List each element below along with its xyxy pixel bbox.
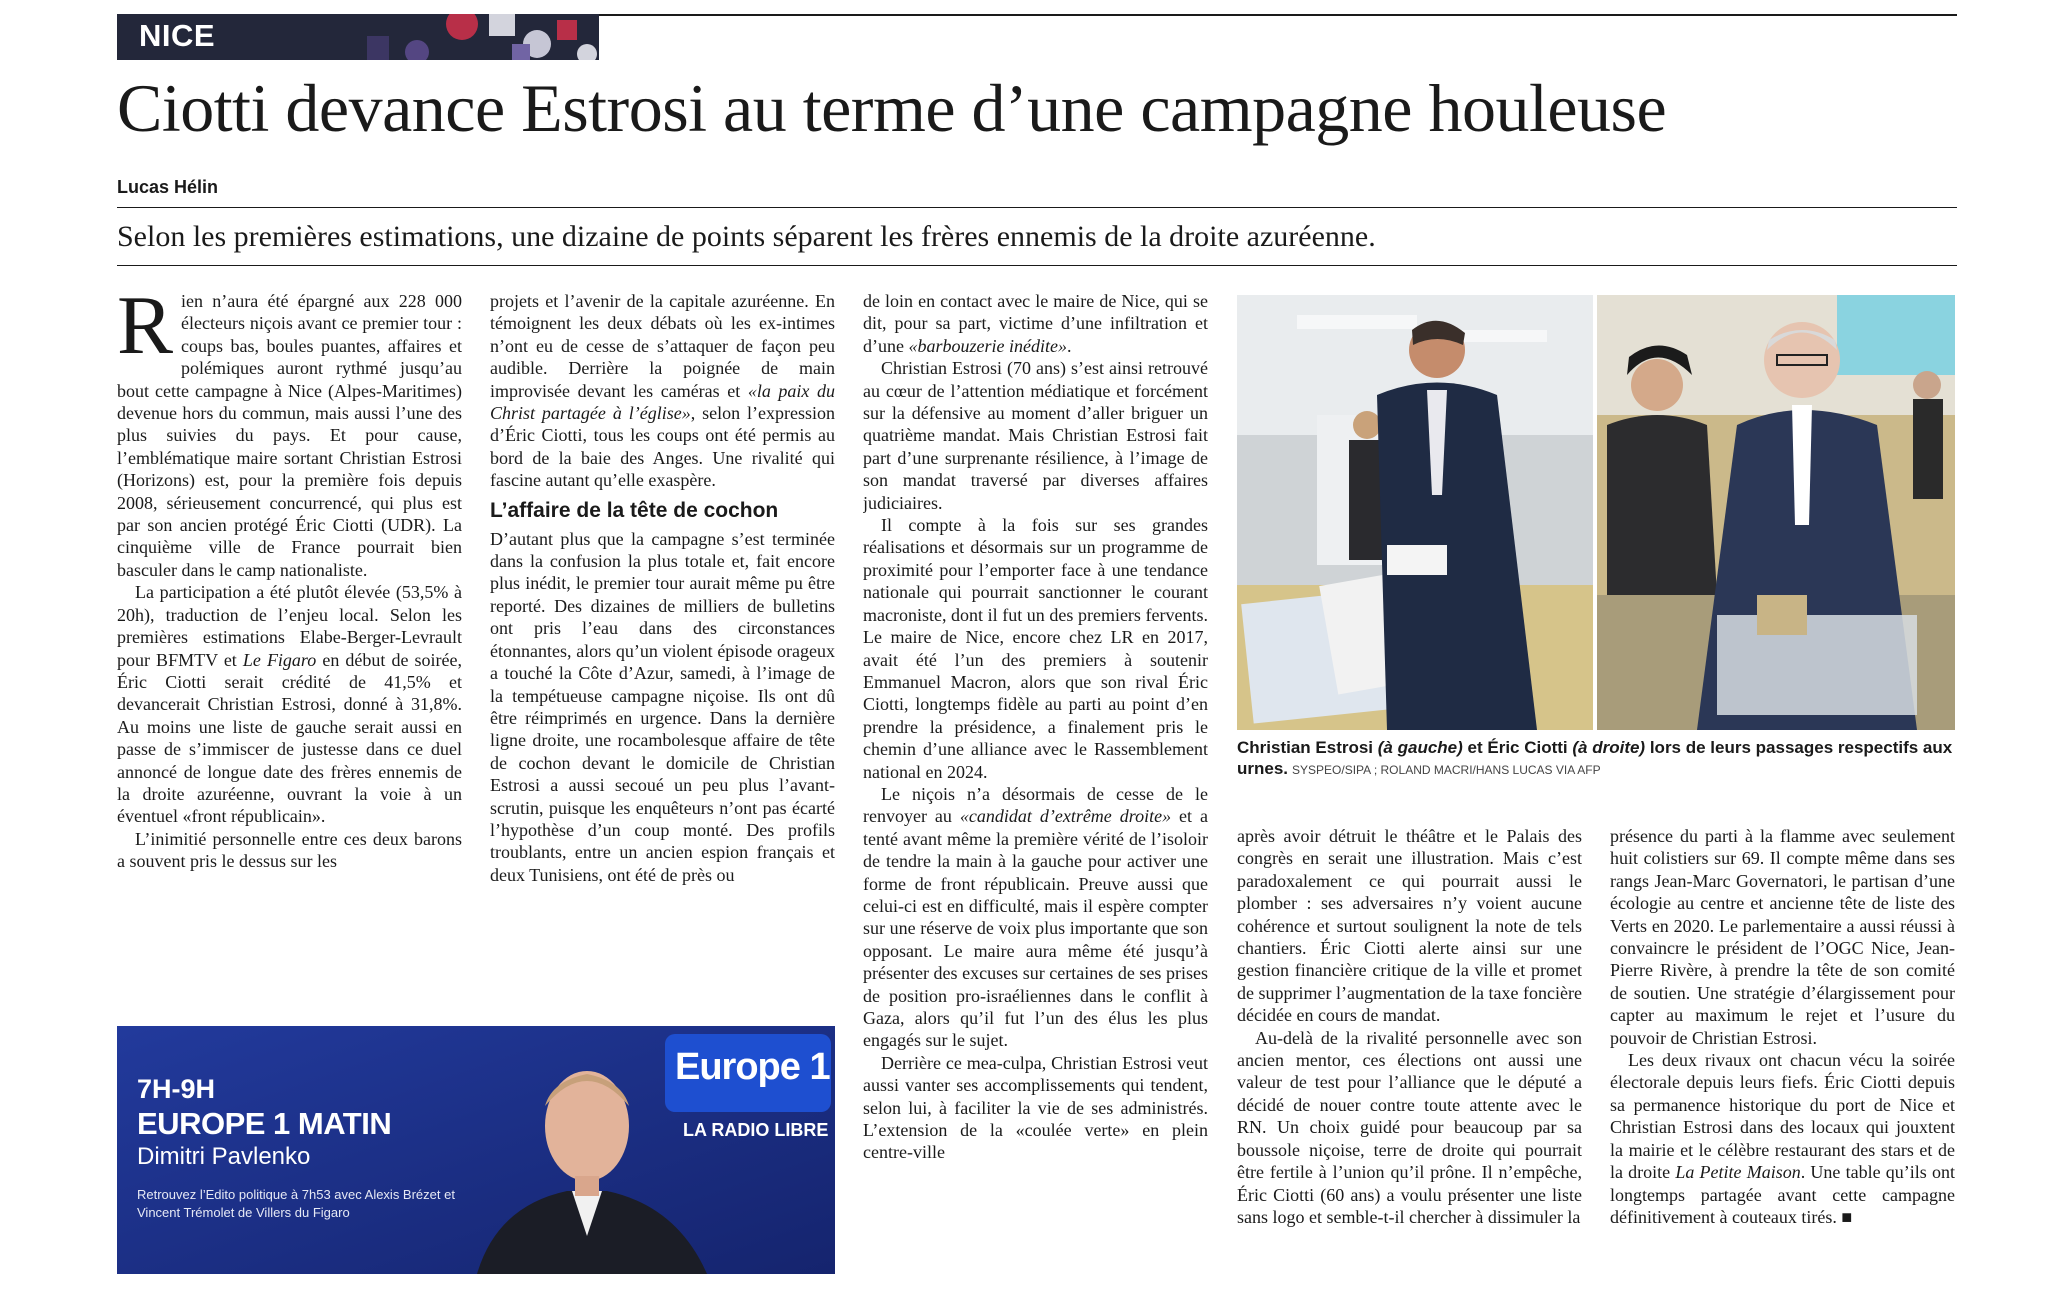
article-column-1 bbox=[117, 290, 462, 966]
paragraph-text: de loin en contact avec le maire de Nice, qui se dit, pour sa part, victime d’une infiltration et d’une bbox=[863, 291, 1208, 356]
article-paragraph: Il compte à la fois sur ses grandes réalisations et désormais sur un programme de proximité pour l’emporter face à une tendance nationale qui pourrait sanctionner le courant macroniste, dont il fut un des premiers fervents. Le maire de Nice, encore chez LR en 2017, avait été l’un des premiers à soutenir Emmanuel Macron, alors que son rival Éric Ciotti, longtemps fidèle au parti au point d’en prendre la présidence, a finalement pris le chemin d’une alliance avec le Rassemblement national en 2024. bbox=[863, 515, 1208, 782]
byline: Lucas Hélin bbox=[117, 177, 219, 197]
quote: «barbouzerie inédite» bbox=[908, 335, 1067, 356]
paragraph-text: . Une table qu’ils ont longtemps partagée avant cette campagne définitivement à couteaux tirés. ■ bbox=[1610, 1162, 1955, 1227]
article-paragraph: Christian Estrosi (70 ans) s’est ainsi retrouvé au cœur de l’attention médiatique et forcément sur la défensive au moment d’aller briguer un quatrième mandat. Mais Christian Estrosi fait part d’une surprenante résilience, à l’image de son mandat traversé par diverses affaires judiciaires. bbox=[863, 358, 1208, 513]
ad-show-name: EUROPE 1 MATIN bbox=[137, 1106, 392, 1141]
byline-rule bbox=[117, 207, 1957, 208]
caption-text: lors de leurs passages respectifs aux urnes. bbox=[1237, 738, 1953, 778]
article-paragraph bbox=[863, 783, 1208, 1052]
restaurant-name: La Petite Maison bbox=[1675, 1162, 1801, 1183]
paragraph-text: Le niçois n’a désormais de cesse de le renvoyer au bbox=[863, 783, 1208, 827]
article-column-3 bbox=[863, 290, 1208, 1275]
photo-caption bbox=[1237, 737, 1955, 781]
paragraph-text: et a tenté avant même la première vérité de l’isoloir de tendre la main à la gauche pour activer une forme de front républicain. Preuve aussi que celui-ci est en difficulté, mais il espère compter sur une réserve de voix plus importante que son opposant. Le maire aura même été jusqu’à présenter des excuses sur certaines de ses prises de position pro-israéliennes dans le conflit à Gaza, alors qu’il fut l’un des élus les plus engagés sur le sujet. bbox=[863, 806, 1208, 1051]
article-paragraph: L’inimitié personnelle entre ces deux barons a souvent pris le dessus sur les bbox=[117, 828, 462, 872]
caption-text: Christian Estrosi bbox=[1237, 738, 1378, 757]
newspaper-name: Le Figaro bbox=[242, 649, 317, 670]
article-paragraph: présence du parti à la flamme avec seulement huit colistiers sur 69. Il compte même dans ses rangs Jean-Marc Governatori, le partisan d’une écologie au centre et ancienne tête de liste des Verts en 2020. Le parlementaire a aussi réussi à convaincre le président de l’OGC Nice, Jean-Pierre Rivère, à prendre la tête de son comité de soutien. Une stratégie d’élargissement pour capter au maximum le rejet et l’usure du pouvoir de Christian Estrosi. bbox=[1610, 826, 1955, 1048]
paragraph-text: en début de soirée, Éric Ciotti serait crédité de 41,5% et devancerait Christian Estrosi, donné à 31,8%. Au moins une liste de gauche serait aussi en passe de s’immiscer de justesse dans ce duel annoncé de longue date des frères ennemis de la droite azuréenne, ouvrant la voie à un éventuel «front républicain». bbox=[117, 649, 462, 827]
article-paragraph: D’autant plus que la campagne s’est terminée dans la confusion la plus totale et, fait encore plus inédit, le premier tour aurait même pu être reporté. Des dizaines de milliers de bulletins ont pris l’eau dans des circonstances étonnantes, alors qu’un violent épisode orageux a touché la Côte d’Azur, samedi, à l’image de la tempétueuse campagne niçoise. Ils ont dû être réimprimés en urgence. Dans la dernière ligne droite, une rocambolesque affaire de tête de cochon devant le domicile de Christian Estrosi a aussi secoué un peu plus l’avant-scrutin, puisque les enquêteurs n’ont pas écarté l’hypothèse d’un coup monté. Des profils troublants, entre un ancien espion français et deux Tunisiens, ont été de près ou bbox=[490, 528, 835, 885]
caption-text: (à gauche) bbox=[1377, 738, 1463, 757]
ad-host: Dimitri Pavlenko bbox=[137, 1143, 311, 1170]
standfirst: Selon les premières estimations, une dizaine de points séparent les frères ennemis de la droite azuréenne. bbox=[117, 220, 1376, 253]
article-paragraph: après avoir détruit le théâtre et le Palais des congrès en serait une illustration. Mais c’est paradoxalement ce qui pourrait aussi le plomber : ses adversaires n’y voient aucune cohérence et surtout soulignent la note de tels chantiers. Éric Ciotti alerte ainsi sur une gestion financière critique de la ville et promet de supprimer l’augmentation de la taxe foncière décidée en cours de mandat. bbox=[1237, 826, 1582, 1026]
article-paragraph bbox=[1610, 1049, 1955, 1228]
article-column-5 bbox=[1610, 825, 1955, 1275]
article-paragraph: Au-delà de la rivalité personnelle avec son ancien mentor, ces élections ont aussi une valeur de test pour l’alliance que le député a décidé de nouer contre toute attente avec le RN. Un choix guidé pour beaucoup par sa boussole niçoise, terre de droite qui pourrait être fertile à l’union qu’il prône. Il n’empêche, Éric Ciotti (60 ans) a voulu présenter une liste sans logo et semble-t-il chercher à dissimuler la bbox=[1237, 1027, 1582, 1227]
europe1-logo bbox=[665, 1034, 831, 1112]
paragraph-text: . bbox=[1066, 335, 1072, 356]
paragraph-text: , selon l’expression d’Éric Ciotti, tous les coups ont été permis au bord de la baie des Anges. Une rivalité qui fascine autant qu’elle exaspère. bbox=[490, 403, 835, 491]
section-label: NICE bbox=[139, 18, 216, 53]
ad-tagline: LA RADIO LIBRE bbox=[683, 1120, 829, 1140]
article-photo bbox=[1237, 295, 1955, 730]
logo-text: Europe 1 bbox=[675, 1046, 830, 1088]
subheading: L’affaire de la tête de cochon bbox=[490, 498, 779, 522]
advertisement-europe1[interactable] bbox=[117, 1026, 835, 1274]
article-paragraph bbox=[117, 290, 462, 581]
photo-illustration bbox=[1237, 295, 1955, 730]
drop-cap: R bbox=[117, 290, 174, 372]
ad-time: 7H-9H bbox=[137, 1074, 216, 1104]
ad-blurb: Retrouvez l’Edito politique à 7h53 avec Alexis Brézet et Vincent Trémolet de Villers du Figaro bbox=[137, 1187, 455, 1220]
caption-text: (à droite) bbox=[1572, 738, 1646, 757]
quote: «candidat d’extrême droite» bbox=[959, 806, 1172, 827]
caption-text: et Éric Ciotti bbox=[1462, 738, 1573, 757]
standfirst-rule bbox=[117, 265, 1957, 266]
paragraph-text: La participation a été plutôt élevée (53,5% à 20h), traduction de l’enjeu local. Selon les premières estimations Elabe-Berger-Levrault pour BFMTV et bbox=[117, 582, 462, 670]
article-paragraph: Derrière ce mea-culpa, Christian Estrosi veut aussi vanter ses accomplissements qui tendent, selon lui, à faciliter la vie de ses administrés. L’extension de la «coulée verte» en plein centre-ville bbox=[863, 1052, 1208, 1163]
paragraph-text: ien n’aura été épargné aux 228 000 électeurs niçois avant ce premier tour : coups bas, boules puantes, affaires et polémiques auront rythmé jusqu’au bout cette campagne à Nice (Alpes-Maritimes) devenue hors du commun, mais aussi l’une des plus suivies du pays. Et pour cause, l’emblématique maire sortant Christian Estrosi (Horizons) est, pour la première fois depuis 2008, sérieusement concurrencé, qui plus est par son ancien protégé Éric Ciotti (UDR). La cinquième ville de France pourrait bien basculer dans le camp nationaliste. bbox=[117, 291, 462, 580]
section-tag bbox=[117, 14, 599, 60]
headline: Ciotti devance Estrosi au terme d’une campagne houleuse bbox=[117, 70, 1667, 146]
article-paragraph bbox=[863, 290, 1208, 357]
article-paragraph bbox=[117, 581, 462, 827]
article-paragraph bbox=[490, 290, 835, 492]
article-column-4 bbox=[1237, 825, 1582, 1275]
quote: «la paix du Christ partagée à l’église» bbox=[490, 380, 835, 424]
article-column-2 bbox=[490, 290, 835, 966]
paragraph-text: projets et l’avenir de la capitale azuréenne. En témoignent les deux débats où les ex-intimes n’ont eu de cesse de s’attaquer de façon peu audible. Derrière la poignée de main improvisée devant les caméras et bbox=[490, 291, 835, 401]
photo-credit: SYSPEO/SIPA ; ROLAND MACRI/HANS LUCAS VIA AFP bbox=[1292, 763, 1601, 777]
paragraph-text: Les deux rivaux ont chacun vécu la soirée électorale depuis leurs fiefs. Éric Ciotti depuis sa permanence historique du port de Nice et Christian Estrosi dans des locaux qui jouxtent la mairie et le célèbre restaurant des stars et de la droite bbox=[1610, 1050, 1955, 1183]
